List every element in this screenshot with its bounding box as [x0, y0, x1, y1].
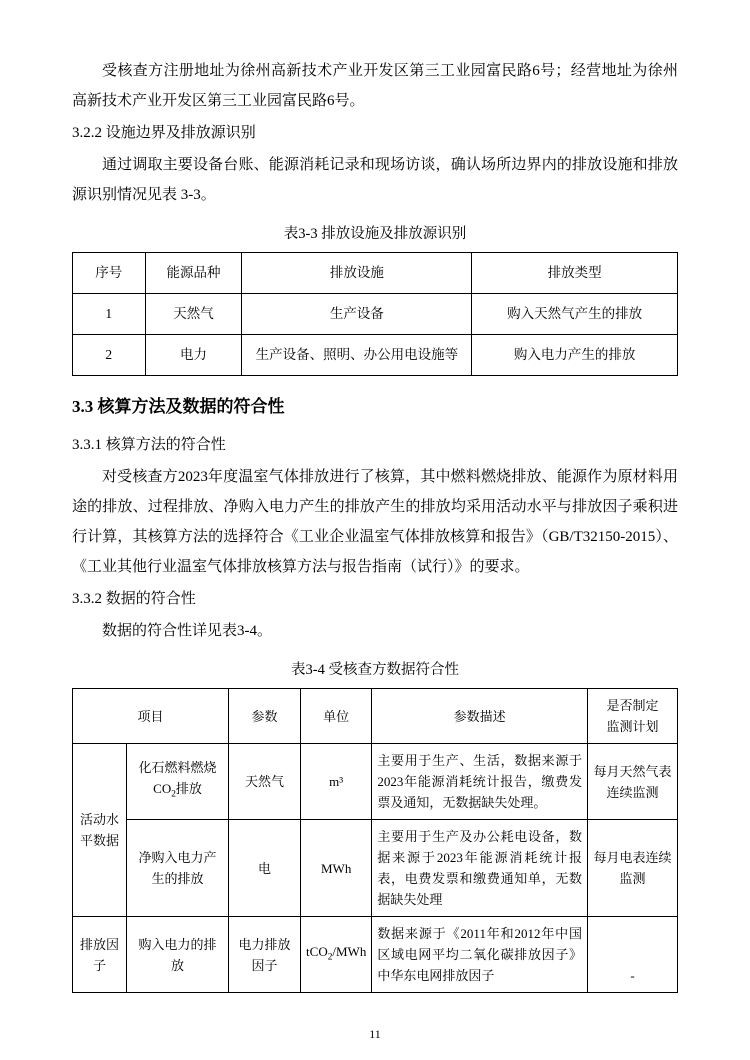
- table-header-cell: 排放设施: [242, 253, 472, 294]
- table-3-4-caption: 表3-4 受核查方数据符合性: [291, 662, 459, 678]
- table-cell: 1: [73, 294, 146, 335]
- table-header-cell: 能源品种: [145, 253, 242, 294]
- table-cell-desc: 主要用于生产、生活，数据来源于2023年能源消耗统计报告，缴费发票及通知，无数据缺失处理。: [372, 744, 588, 820]
- table-header-cell-monitoring-plan: [588, 689, 678, 744]
- table-header-cell: 参数描述: [372, 689, 588, 744]
- heading-3-3-1: 3.3.1 核算方法的符合性: [72, 437, 226, 453]
- table-3-3-caption: 表3-3 排放设施及排放源识别: [283, 226, 467, 242]
- table-header-row: [73, 253, 678, 294]
- table-row: [73, 917, 678, 993]
- table-cell-plan: -: [588, 917, 678, 993]
- table-3-4: [72, 688, 678, 993]
- table-cell: 生产设备: [242, 294, 472, 335]
- table-group-label-factor: 排放因子: [73, 917, 127, 993]
- table-cell-item: 购入电力的排放: [127, 917, 229, 993]
- table-cell: 购入天然气产生的排放: [472, 294, 678, 335]
- heading-3-2-2: 3.2.2 设施边界及排放源识别: [72, 125, 256, 141]
- table-cell-desc: 数据来源于《2011年和2012年中国区域电网平均二氧化碳排放因子》中华东电网排放因子: [372, 917, 588, 993]
- table-header-cell: 单位: [301, 689, 372, 744]
- header-line-2: 监测计划: [606, 719, 659, 734]
- table-cell-param: 电力排放因子: [229, 917, 301, 993]
- paragraph-registration-address: 受核查方注册地址为徐州高新技术产业开发区第三工业园富民路6号；经营地址为徐州高新技术产业开发区第三工业园富民路6号。: [72, 63, 678, 109]
- table-group-label-activity: 活动水平数据: [73, 744, 127, 917]
- table-cell-item: 净购入电力产生的排放: [127, 820, 229, 917]
- table-3-3: [72, 252, 678, 376]
- table-cell: 2: [73, 335, 146, 376]
- table-header-row: [73, 689, 678, 744]
- table-row: [73, 294, 678, 335]
- heading-3-3-2: 3.3.2 数据的符合性: [72, 591, 196, 607]
- table-row: [73, 820, 678, 917]
- table-header-cell: 项目: [73, 689, 229, 744]
- table-cell: 生产设备、照明、办公用电设施等: [242, 335, 472, 376]
- table-header-cell: 序号: [73, 253, 146, 294]
- table-row: [73, 335, 678, 376]
- table-header-cell: 参数: [229, 689, 301, 744]
- paragraph-data-compliance: 数据的符合性详见表3-4。: [102, 623, 272, 639]
- paragraph-emission-identification: 通过调取主要设备台账、能源消耗记录和现场访谈，确认场所边界内的排放设施和排放源识别情况见表 3-3。: [72, 157, 678, 203]
- table-header-cell: 排放类型: [472, 253, 678, 294]
- table-cell: 电力: [145, 335, 242, 376]
- table-cell-desc: 主要用于生产及办公耗电设备，数据来源于2023年能源消耗统计报表，电费发票和缴费通知单，无数据缺失处理: [372, 820, 588, 917]
- table-cell-plan: 每月天然气表连续监测: [588, 744, 678, 820]
- heading-3-3: 3.3 核算方法及数据的符合性: [72, 397, 285, 416]
- table-cell-unit: MWh: [301, 820, 372, 917]
- table-row: [73, 744, 678, 820]
- table-cell-param: 电: [229, 820, 301, 917]
- table-cell-param: 天然气: [229, 744, 301, 820]
- table-cell: 购入电力产生的排放: [472, 335, 678, 376]
- paragraph-accounting-method: 对受核查方2023年度温室气体排放进行了核算，其中燃料燃烧排放、能源作为原材料用途的排放、过程排放、净购入电力产生的排放产生的排放均采用活动水平与排放因子乘积进行计算，其核算方法的选择符合《工业企业温室气体排放核算和报告》（GB/T32150-2015）、《工业其他行业温室气体排放核算方法与报告指南（试行）》的要求。: [72, 469, 678, 575]
- table-cell-plan: 每月电表连续监测: [588, 820, 678, 917]
- header-line-1: 是否制定: [606, 698, 659, 713]
- page-number: 11: [369, 1027, 381, 1041]
- table-cell-unit: m³: [301, 744, 372, 820]
- table-cell-unit: tCO$_2$/MWh: [301, 917, 372, 993]
- table-cell: 天然气: [145, 294, 242, 335]
- table-cell-item: 化石燃料燃烧$CO_2$排放: [127, 744, 229, 820]
